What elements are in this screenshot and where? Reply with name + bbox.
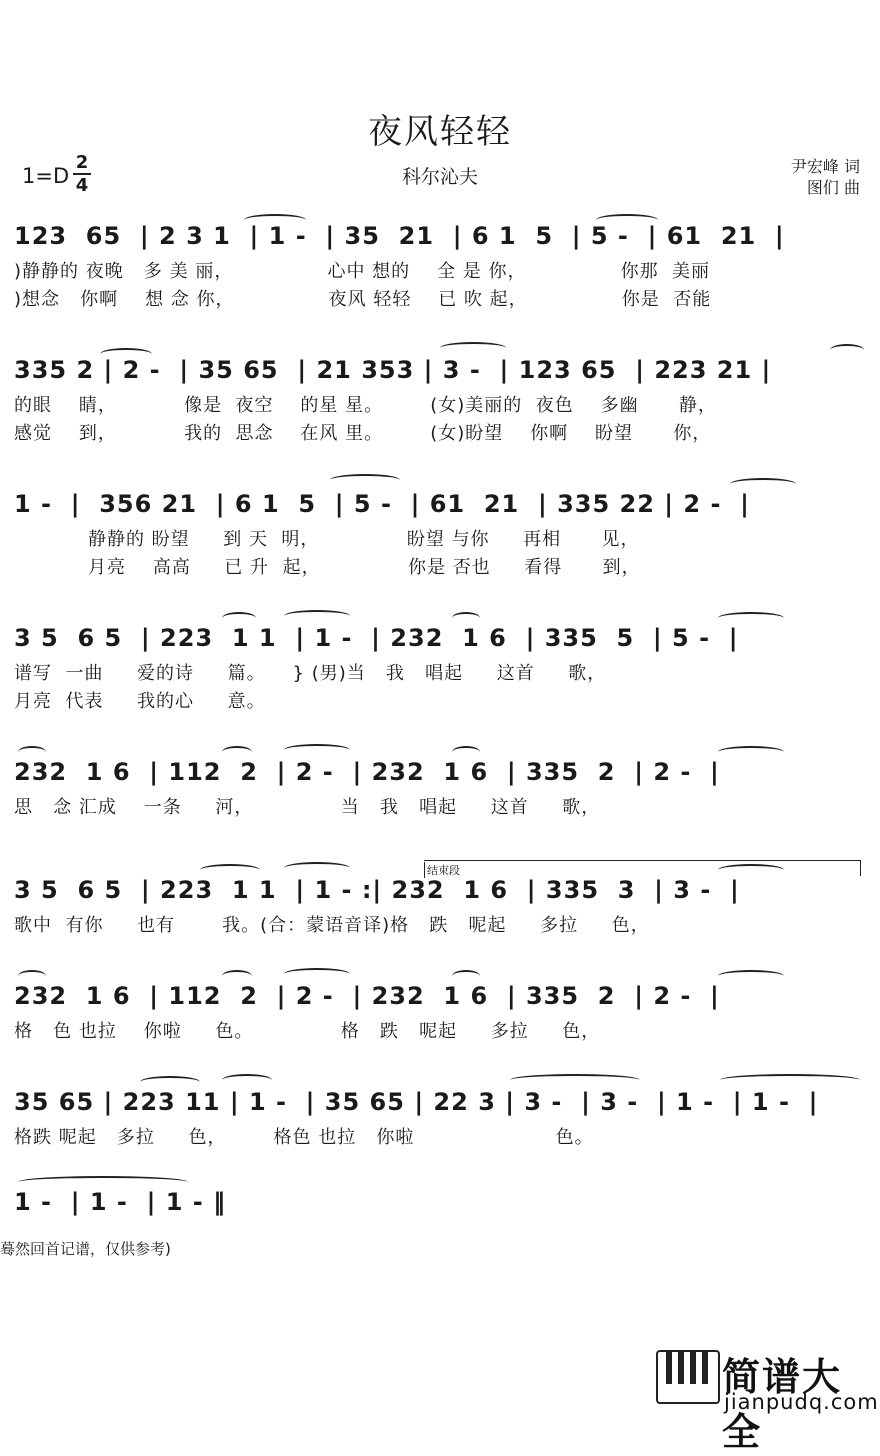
lyric-line-2: 感觉 到， 我的 思念 在风 里。 (女)盼望 你啊 盼望 你， (14, 423, 712, 444)
lyric-line-2: 月亮 代表 我的心 意。 (14, 691, 266, 712)
note-line: 232 1 6 | 112 2 | 2 - | 232 1 6 | 335 2 | 2 - | (14, 982, 720, 1010)
tie-arc (718, 970, 784, 982)
tie-arc (18, 970, 46, 982)
note-line: 3 5 6 5 | 223 1 1 | 1 - | 232 1 6 | 335 5 | 5 - | (14, 624, 739, 652)
tie-arc (596, 214, 658, 226)
note-line: 35 65 | 223 11 | 1 - | 35 65 | 22 3 | 3 - | 3 - | 1 - | 1 - | (14, 1088, 819, 1116)
logo-text: 简谱大全 (722, 1355, 843, 1454)
tie-arc (830, 344, 864, 356)
tie-arc (284, 744, 350, 756)
key-signature: 1=D (22, 164, 70, 188)
tie-arc (718, 864, 784, 876)
section-marker: 结束段 (424, 862, 460, 878)
tie-arc (720, 1074, 860, 1086)
note-line: 335 2 | 2 - | 35 65 | 21 353 | 3 - | 123 65 | 223 21 | (14, 356, 772, 384)
tie-arc (452, 746, 480, 758)
note-line: 3 5 6 5 | 223 1 1 | 1 - :| 232 1 6 | 335 3 | 3 - | (14, 876, 740, 904)
lyricist-credit: 尹宏峰 词 (790, 157, 860, 176)
tie-arc (244, 214, 306, 226)
section-bracket-line (424, 860, 860, 861)
tie-arc (718, 746, 784, 758)
site-logo (656, 1346, 879, 1454)
tie-arc (284, 610, 350, 622)
tie-arc (718, 612, 784, 624)
composer-credit: 图们 曲 (806, 178, 860, 197)
lyric-line-2: 月亮 高高 已 升 起， 你是 否也 看得 到， (14, 557, 641, 578)
note-line: 232 1 6 | 112 2 | 2 - | 232 1 6 | 335 2 | 2 - | (14, 758, 720, 786)
note-line: 1 - | 1 - | 1 - ‖ (14, 1188, 227, 1216)
lyric-line-1: 静静的 盼望 到 天 明， 盼望 与你 再相 见， (14, 529, 640, 550)
logo-url: jianpudq.com (724, 1390, 879, 1414)
tie-arc (222, 1074, 272, 1086)
song-title: 夜风轻轻 (368, 112, 512, 152)
lyric-line-1: 格 色 也拉 你啦 色。 格 跌 呢起 多拉 色， (14, 1021, 601, 1042)
tie-arc (284, 968, 350, 980)
note-line: 1 - | 356 21 | 6 1 5 | 5 - | 61 21 | 335 22 | 2 - | (14, 490, 750, 518)
tie-arc (730, 478, 796, 490)
lyric-line-1: 格跌 呢起 多拉 色， 格色 也拉 你啦 色。 (14, 1127, 594, 1148)
tie-arc (100, 348, 152, 360)
lyric-line-1: 歌中 有你 也有 我。(合：蒙语音译)格 跌 呢起 多拉 色， (14, 915, 650, 936)
tie-arc (510, 1074, 640, 1086)
tie-arc (452, 612, 480, 624)
time-signature-top: 2 (75, 152, 89, 173)
song-subtitle: 科尔沁夫 (401, 166, 478, 188)
tie-arc (18, 746, 46, 758)
lyric-line-2: )想念 你啊 想 念 你， 夜风 轻轻 已 吹 起， 你是 否能 (14, 289, 712, 310)
transcriber-note: 蓦然回首记谱，仅供参考) (0, 1240, 171, 1258)
time-signature-bottom: 4 (75, 175, 89, 196)
tie-arc (284, 862, 350, 874)
lyric-line-1: )静静的 夜晚 多 美 丽， 心中 想的 全 是 你， 你那 美丽 (14, 261, 711, 282)
tie-arc (330, 474, 400, 486)
tie-arc (222, 612, 256, 624)
tie-arc (222, 746, 252, 758)
tie-arc (200, 864, 260, 876)
piano-keys-icon (656, 1350, 720, 1404)
note-line: 123 65 | 2 3 1 | 1 - | 35 21 | 6 1 5 | 5 - | 61 21 | (14, 222, 785, 250)
lyric-line-1: 的眼 睛， 像是 夜空 的星 星。 (女)美丽的 夜色 多幽 静， (14, 395, 717, 416)
time-signature (73, 153, 91, 195)
tie-arc (18, 1176, 188, 1188)
tie-arc (440, 342, 506, 354)
tie-arc (452, 970, 480, 982)
lyric-line-1: 思 念 汇成 一条 河， 当 我 唱起 这首 歌， (14, 797, 601, 818)
lyric-line-1: 谱写 一曲 爱的诗 篇。 } (男)当 我 唱起 这首 歌， (14, 663, 607, 684)
credits (791, 156, 860, 198)
tie-arc (140, 1076, 200, 1088)
tie-arc (222, 970, 252, 982)
